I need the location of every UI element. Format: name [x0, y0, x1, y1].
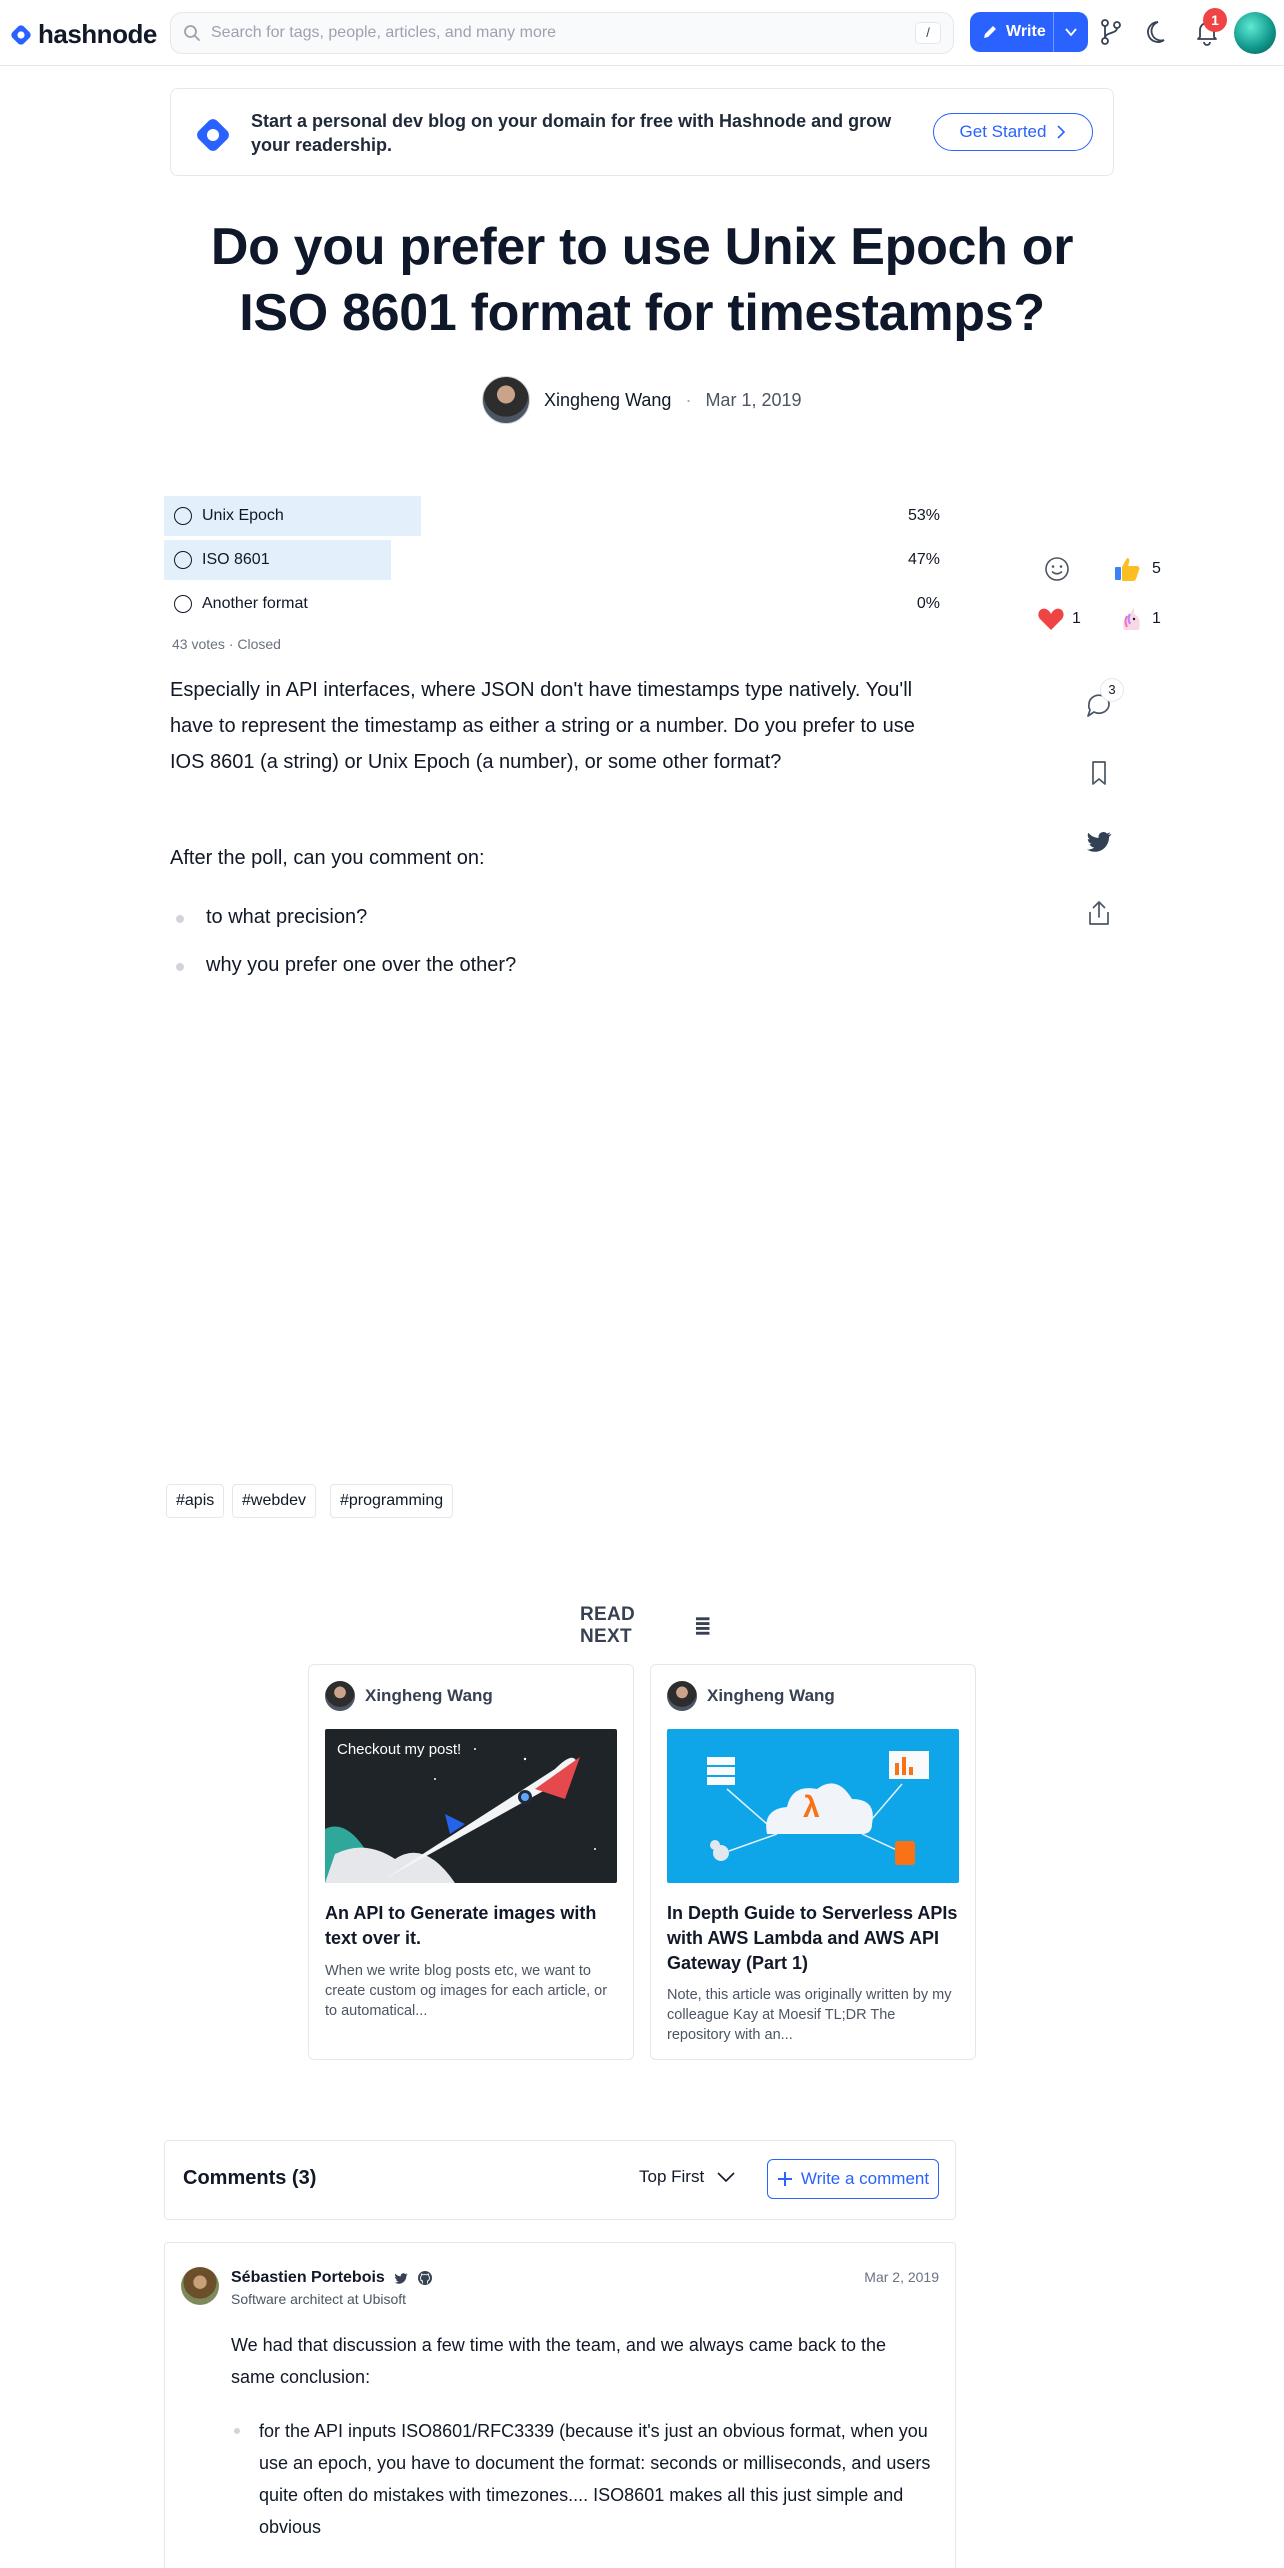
comments-title: Comments (3): [183, 2167, 317, 2189]
card-title[interactable]: In Depth Guide to Serverless APIs with AWS Lambda and AWS API Gateway (Part 1): [667, 1903, 958, 1973]
card-author-avatar: [325, 1681, 355, 1711]
list-bullet: [176, 963, 184, 971]
card-description: Note, this article was originally written by my colleague Kay at Moesif TL;DR The repository with an...: [667, 1987, 952, 2043]
poll-option[interactable]: [164, 540, 944, 580]
tag-programming[interactable]: #programming: [330, 1484, 453, 1518]
chevron-down-icon: [716, 2171, 736, 2183]
poll-option-label: ISO 8601: [202, 551, 270, 568]
poll-option-label: Another format: [202, 595, 308, 612]
write-button[interactable]: [970, 12, 1088, 52]
hashnode-logo[interactable]: [10, 19, 157, 50]
card-title[interactable]: An API to Generate images with text over it.: [325, 1903, 597, 1948]
poll-bar: [164, 540, 391, 580]
bookmark-icon[interactable]: [1084, 758, 1114, 788]
card-author-name: Xingheng Wang: [707, 1686, 835, 1705]
comment-count-badge: 3: [1100, 678, 1124, 702]
poll-option-percent: 53%: [907, 507, 940, 524]
card-author[interactable]: [667, 1681, 835, 1711]
get-started-button[interactable]: [933, 113, 1093, 151]
card-author-name: Xingheng Wang: [365, 1686, 493, 1705]
moon-icon[interactable]: [1144, 17, 1174, 47]
write-label: Write: [1006, 23, 1046, 40]
github-icon[interactable]: [417, 2270, 433, 2286]
list-item: to what precision?: [206, 906, 368, 928]
radio-button[interactable]: [174, 595, 192, 613]
publish-date: Mar 1, 2019: [705, 389, 802, 410]
commenter-role: Software architect at Ubisoft: [231, 2291, 407, 2307]
hashnode-logo-icon: [10, 24, 32, 46]
comment-date: Mar 2, 2019: [864, 2269, 939, 2285]
poll-option[interactable]: [164, 584, 944, 624]
write-dropdown-toggle[interactable]: [1054, 12, 1088, 52]
search-placeholder: Search for tags, people, articles, and many more: [211, 24, 557, 41]
chevron-down-icon: [1064, 27, 1078, 37]
card-cover-image[interactable]: [667, 1729, 959, 1883]
poll-option-label: Unix Epoch: [202, 507, 284, 524]
thumbs-up-icon[interactable]: [1112, 554, 1142, 584]
promo-banner: [170, 88, 1114, 176]
heart-count: 1: [1072, 610, 1081, 627]
logo-text: hashnode: [38, 19, 157, 49]
read-next-label: READ NEXT: [580, 1604, 636, 1647]
thumbs-up-count: 5: [1152, 560, 1161, 577]
comment-list-item: for the API inputs ISO8601/RFC3339 (because it's just an obvious format, when you use an epoch, you have to document the format: seconds or milliseconds, and users quite often do mistakes with timezones.... ISO8601 makes all this just simple and obvious: [259, 2421, 931, 2537]
heart-icon[interactable]: [1036, 604, 1066, 634]
lambda-symbol: λ: [803, 1791, 820, 1824]
read-next-card[interactable]: [650, 1664, 976, 2060]
write-comment-label: Write a comment: [800, 2169, 930, 2188]
list-bullet: [234, 2428, 240, 2434]
article-paragraph: Especially in API interfaces, where JSON don't have timestamps type natively. You'll have to represent the timestamp as either a string or a number. Do you prefer to use IOS 8601 (a string) or Unix Epoch (a number), or some other format?: [170, 679, 915, 773]
comment-card: [164, 2242, 956, 2568]
search-icon: [183, 24, 201, 42]
card-author[interactable]: [325, 1681, 493, 1711]
write-comment-button[interactable]: [767, 2159, 939, 2199]
list-item: why you prefer one over the other?: [206, 954, 517, 976]
tag-webdev[interactable]: #webdev: [232, 1484, 316, 1518]
author-avatar[interactable]: [482, 376, 530, 424]
plus-icon: [777, 2171, 793, 2187]
user-avatar[interactable]: [1234, 12, 1276, 54]
article-title: Do you prefer to use Unix Epoch or ISO 8601 format for timestamps?: [210, 218, 1074, 342]
poll-option[interactable]: [164, 496, 944, 536]
card-image-caption: Checkout my post!: [337, 1741, 462, 1758]
search-shortcut-key: /: [915, 22, 941, 44]
commenter-name-row: [231, 2269, 433, 2287]
author-name[interactable]: Xingheng Wang: [544, 389, 672, 410]
article-byline: [482, 376, 802, 424]
promo-text: Start a personal dev blog on your domain for free with Hashnode and grow your readership.: [251, 111, 892, 155]
read-next-card[interactable]: [308, 1664, 634, 2060]
poll-option-percent: 47%: [907, 551, 940, 568]
poll-option-percent: 0%: [916, 595, 940, 612]
changelog-icon[interactable]: [1096, 17, 1126, 47]
write-main[interactable]: [970, 12, 1054, 52]
read-next-heading: [580, 1604, 710, 1648]
hashnode-promo-icon: [193, 115, 233, 155]
share-icon[interactable]: [1084, 898, 1114, 928]
twitter-icon[interactable]: [393, 2270, 409, 2286]
get-started-label: Get Started: [959, 122, 1047, 141]
card-cover-image[interactable]: [325, 1729, 617, 1883]
add-reaction-icon[interactable]: [1042, 554, 1072, 584]
commenter-avatar[interactable]: [181, 2267, 219, 2305]
pencil-icon: [982, 24, 998, 40]
unicorn-icon[interactable]: [1116, 604, 1146, 634]
book-stack-icon: [695, 1615, 710, 1637]
sort-label: Top First: [639, 2167, 705, 2186]
twitter-icon[interactable]: [1084, 826, 1114, 856]
radio-button[interactable]: [174, 551, 192, 569]
unicorn-count: 1: [1152, 610, 1161, 627]
article-paragraph: After the poll, can you comment on:: [170, 847, 485, 869]
card-description: When we write blog posts etc, we want to create custom og images for each article, or to automatical...: [325, 1963, 608, 2019]
search-input[interactable]: [170, 12, 954, 54]
radio-button[interactable]: [174, 507, 192, 525]
notification-badge: 1: [1203, 8, 1227, 32]
tag-apis[interactable]: #apis: [166, 1484, 224, 1518]
top-navbar: [0, 0, 1284, 66]
card-author-avatar: [667, 1681, 697, 1711]
comments-sort-dropdown[interactable]: [639, 2167, 736, 2187]
byline-separator: ·: [685, 389, 692, 410]
comment-text: We had that discussion a few time with the team, and we always came back to the same conclusion:: [231, 2335, 886, 2387]
comments-header: [164, 2140, 956, 2220]
poll-meta: 43 votes · Closed: [172, 636, 281, 652]
commenter-name[interactable]: Sébastien Portebois: [231, 2269, 385, 2286]
list-bullet: [176, 915, 184, 923]
chevron-right-icon: [1056, 124, 1066, 140]
